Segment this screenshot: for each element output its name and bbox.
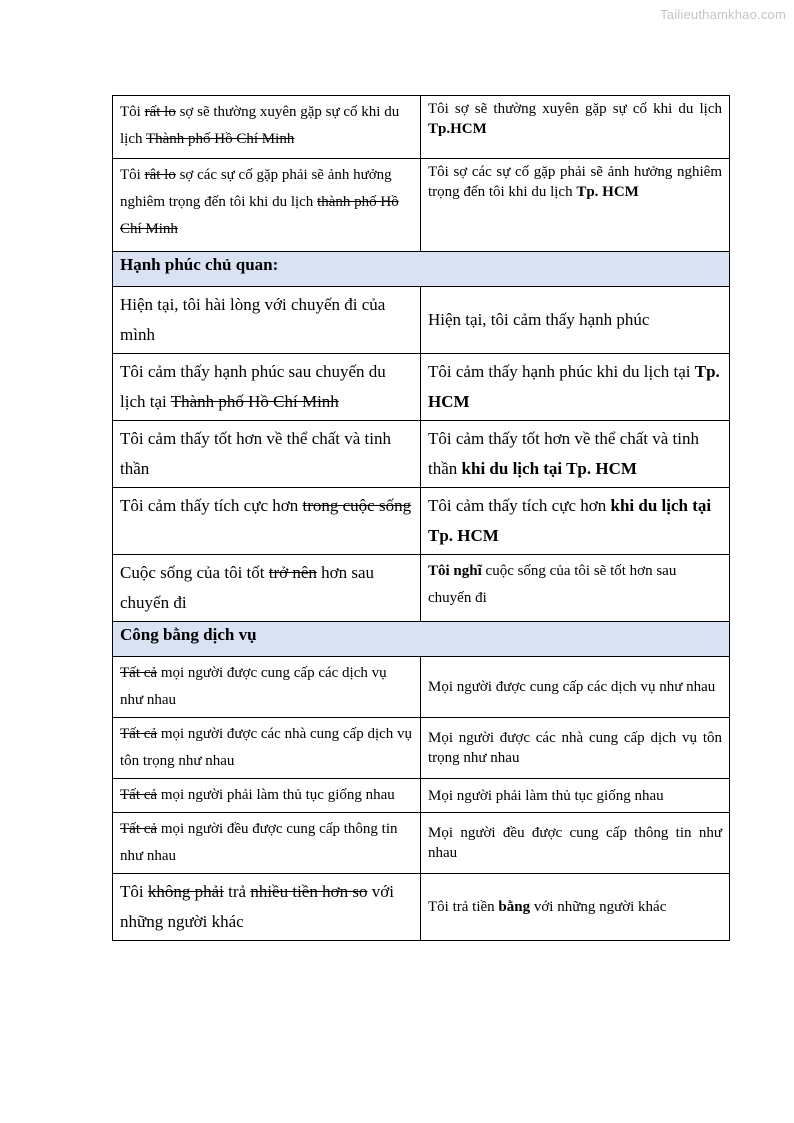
text-segment: mọi người được các nhà cung cấp dịch vụ tôn trọng như nhau [120,726,413,769]
text-segment: hơn sau chuyến đi [120,563,375,612]
text-segment: Mọi người đều được cung cấp thông tin như nhau [428,825,722,861]
deleted-text: trong cuộc sống [302,496,412,515]
text-segment: Tôi [120,882,148,901]
text-segment: sợ sẽ thường xuyên gặp sự cố khi du lịch [120,104,400,147]
deleted-text: Tất cả [120,665,158,681]
table-row [113,813,730,874]
deleted-text: rât lo [144,167,176,183]
section-header-row [113,252,730,287]
original-item-cell [113,657,421,718]
section-header-row [113,622,730,657]
section-title: Công bằng dịch vụ [113,622,730,657]
text-segment: với những người khác [120,882,394,931]
text-segment: Hiện tại, tôi hài lòng với chuyến đi của mình [120,295,386,344]
watermark: Tailieuthamkhao.com [660,7,786,22]
text-segment: Tôi [120,104,145,120]
text-segment: Tôi cảm thấy tốt hơn về thể chất và tinh thần [428,429,699,478]
table-row [113,287,730,354]
text-segment: Mọi người phải làm thủ tục giống nhau [428,787,664,804]
deleted-text: Tất cả [120,821,158,837]
deleted-text: Thành phố Hồ Chí Minh [170,392,339,411]
text-segment: Mọi người được cung cấp các dịch vụ như nhau [428,679,716,695]
revised-item-cell [421,287,730,354]
text-segment: mọi người phải làm thủ tục giống nhau [157,787,395,803]
table-row [113,718,730,779]
table-row [113,421,730,488]
text-segment: sợ các sự cố gặp phải sẽ ảnh hưởng nghiêm trọng đến tôi khi du lịch [120,167,392,210]
revised-item-cell [421,96,730,159]
revised-item-cell [421,159,730,252]
text-segment: Tôi cảm thấy hạnh phúc sau chuyến du lịch tại [120,362,386,411]
original-item-cell [113,96,421,159]
deleted-text: không phải [147,882,224,901]
revised-item-cell [421,874,730,941]
table-row [113,96,730,159]
table-row [113,657,730,718]
original-item-cell [113,159,421,252]
text-segment: Hiện tại, tôi cảm thấy hạnh phúc [428,310,650,329]
revised-item-cell [421,718,730,779]
table-row [113,874,730,941]
deleted-text: Tất cả [120,726,158,742]
table-row [113,159,730,252]
added-bold-text: khi du lịch tại Tp. HCM [461,459,637,478]
table-row [113,779,730,813]
table-row [113,354,730,421]
text-segment: Tôi cảm thấy tích cực hơn [120,496,303,515]
revised-item-cell [421,657,730,718]
text-segment: Tôi cảm thấy tích cực hơn [428,496,611,515]
deleted-text: thành phố Hồ Chí Minh [120,194,399,237]
text-segment: Cuộc sống của tôi tốt [120,563,269,582]
added-bold-text: Tôi nghĩ [428,563,482,579]
table-row [113,488,730,555]
original-item-cell [113,718,421,779]
deleted-text: Tất cả [120,787,158,803]
deleted-text: rất lo [144,104,176,120]
original-item-cell [113,354,421,421]
text-segment: mọi người được cung cấp các dịch vụ như nhau [120,665,387,708]
revised-item-cell [421,813,730,874]
added-bold-text: khi du lịch tại Tp. HCM [428,496,712,545]
text-segment: Mọi người được các nhà cung cấp dịch vụ tôn trọng như nhau [428,730,722,766]
text-segment: Tôi cảm thấy hạnh phúc khi du lịch tại [428,362,695,381]
text-segment: mọi người đều được cung cấp thông tin như nhau [120,821,398,864]
text-segment: cuộc sống của tôi sẽ tốt hơn sau chuyến đi [428,563,677,606]
table-row [113,555,730,622]
original-item-cell [113,287,421,354]
text-segment: Tôi trả tiền [428,898,499,915]
text-segment: Tôi sợ sẽ thường xuyên gặp sự cố khi du lịch [428,101,722,117]
revised-item-cell [421,488,730,555]
revised-item-cell [421,354,730,421]
original-item-cell [113,813,421,874]
deleted-text: trở nên [268,563,317,582]
added-bold-text: Tp.HCM [428,121,487,137]
original-item-cell [113,779,421,813]
text-segment: Tôi sợ các sự cố gặp phải sẽ ảnh hưởng nghiêm trọng đến tôi khi du lịch [428,164,722,200]
comparison-table [112,95,730,941]
deleted-text: Thành phố Hồ Chí Minh [145,131,295,147]
original-item-cell [113,555,421,622]
revised-item-cell [421,779,730,813]
original-item-cell [113,874,421,941]
revised-item-cell [421,555,730,622]
text-segment: Tôi [120,167,145,183]
added-bold-text: Tp. HCM [576,184,639,200]
added-bold-text: Tp. HCM [428,362,720,411]
added-bold-text: bằng [498,898,531,915]
revised-item-cell [421,421,730,488]
text-segment: với những người khác [530,898,667,915]
text-segment: Tôi cảm thấy tốt hơn về thể chất và tinh thần [120,429,391,478]
text-segment: trả [223,882,251,901]
deleted-text: nhiều tiền hơn so [250,882,368,901]
original-item-cell [113,488,421,555]
section-title: Hạnh phúc chủ quan: [113,252,730,287]
original-item-cell [113,421,421,488]
